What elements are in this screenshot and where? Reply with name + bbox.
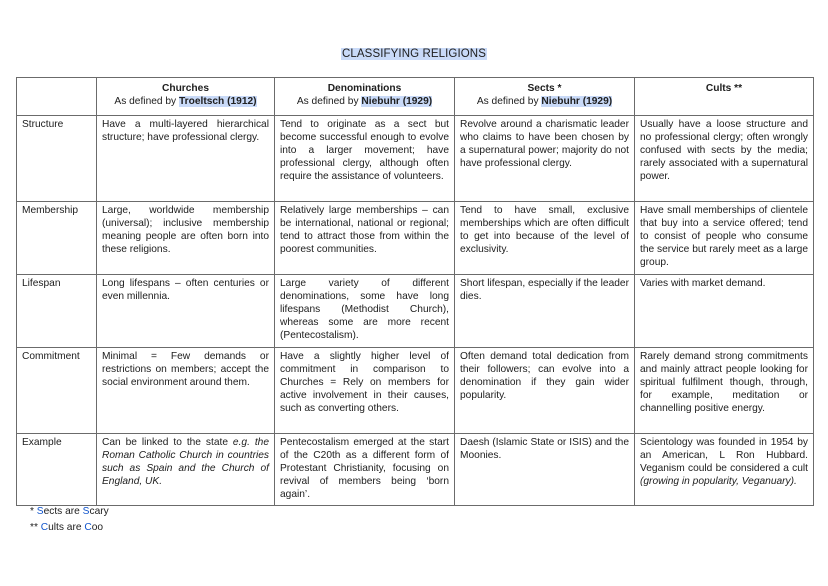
cell-sects-lifespan: Short lifespan, especially if the leader dies.: [455, 275, 635, 348]
row-label-commitment: Commitment: [17, 348, 97, 434]
header-sects: Sects * As defined by Niebuhr (1929): [455, 78, 635, 116]
row-label-structure: Structure: [17, 116, 97, 202]
row-label-membership: Membership: [17, 202, 97, 275]
cell-sects-membership: Tend to have small, exclusive memberships which are often difficult to get into because of the level of exclusivity.: [455, 202, 635, 275]
cell-denominations-lifespan: Large variety of different denominations, some have long lifespans (Methodist Church), whereas some are more recent (Pentecostalism).: [275, 275, 455, 348]
footnotes: [30, 504, 109, 535]
cell-churches-membership: Large, worldwide membership (universal); inclusive membership meaning people are often born into these religions.: [97, 202, 275, 275]
table-header-row: [17, 78, 814, 116]
header-churches: Churches As defined by Troeltsch (1912): [97, 78, 275, 116]
cell-cults-structure: Usually have a loose structure and no professional clergy; often wrongly confused with sects by the media; rarely associated with a supernatural power.: [635, 116, 814, 202]
cell-denominations-example: Pentecostalism emerged at the start of the C20th as a different form of Protestant Christianity, focusing on revival of members being ‘born again’.: [275, 434, 455, 506]
cell-churches-commitment: Minimal = Few demands or restrictions on members; accept the social environment around them.: [97, 348, 275, 434]
row-label-example: Example: [17, 434, 97, 506]
cell-cults-example: Scientology was founded in 1954 by an American, L Ron Hubbard. Veganism could be considered a cult (growing in popularity, Veganuary).: [635, 434, 814, 506]
cell-cults-lifespan: Varies with market demand.: [635, 275, 814, 348]
header-empty: [17, 78, 97, 116]
cell-cults-commitment: Rarely demand strong commitments and mainly attract people looking for spiritual fulfilment though, through, for example, meditation or channelling positive energy.: [635, 348, 814, 434]
cell-churches-structure: Have a multi-layered hierarchical structure; have professional clergy.: [97, 116, 275, 202]
cell-denominations-structure: Tend to originate as a sect but become successful enough to evolve into a larger movement; have professional clergy, although often require the assistance of volunteers.: [275, 116, 455, 202]
page-title: CLASSIFYING RELIGIONS: [342, 48, 486, 60]
cell-denominations-membership: Relatively large memberships – can be international, national or regional; tend to attract those from within the poorest communities.: [275, 202, 455, 275]
table-row: [17, 434, 814, 506]
cell-cults-membership: Have small memberships of clientele that buy into a service offered; tend to consist of people who consume the service but rarely meet as a large group.: [635, 202, 814, 275]
header-denominations: Denominations As defined by Niebuhr (1929): [275, 78, 455, 116]
table-row: [17, 116, 814, 202]
table-row: [17, 348, 814, 434]
table-row: [17, 202, 814, 275]
row-label-lifespan: Lifespan: [17, 275, 97, 348]
cell-sects-structure: Revolve around a charismatic leader who claims to have been chosen by a supernatural power; majority do not have professional clergy.: [455, 116, 635, 202]
cell-churches-example: Can be linked to the state e.g. the Roman Catholic Church in countries such as Spain and the Church of England, UK.: [97, 434, 275, 506]
footnote-sects: * Sects are Scary: [30, 506, 109, 517]
table-row: [17, 275, 814, 348]
header-cults: Cults **: [635, 78, 814, 116]
footnote-cults: ** Cults are Coo: [30, 521, 104, 533]
religions-table: [16, 77, 814, 506]
cell-denominations-commitment: Have a slightly higher level of commitment in comparison to Churches = Rely on members for active involvement in their causes, such as converting others.: [275, 348, 455, 434]
cell-sects-example: Daesh (Islamic State or ISIS) and the Moonies.: [455, 434, 635, 506]
cell-churches-lifespan: Long lifespans – often centuries or even millennia.: [97, 275, 275, 348]
cell-sects-commitment: Often demand total dedication from their followers; can evolve into a denomination if they gain wider popularity.: [455, 348, 635, 434]
